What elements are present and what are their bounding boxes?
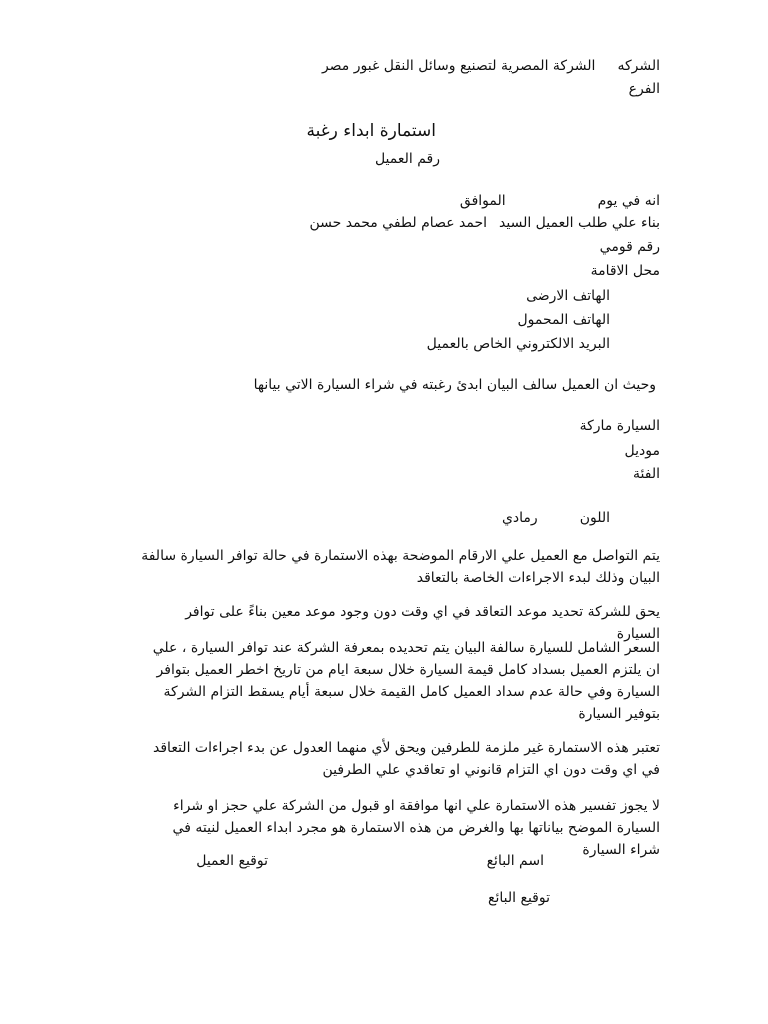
company-name: الشركة المصرية لتصنيع وسائل النقل غبور مصر <box>321 58 596 74</box>
national-id-label: رقم قومي <box>599 239 660 255</box>
car-category-label: الفئة <box>633 466 660 482</box>
seller-name-label: اسم البائع <box>486 853 544 869</box>
company-line <box>322 57 660 75</box>
car-model-label: موديل <box>624 443 660 459</box>
mobile-label: الهاتف المحمول <box>517 312 610 328</box>
clause-3: السعر الشامل للسيارة سالفة البيان يتم تحديده بمعرفة الشركة عند توافر السيارة ، علي ان يلتزم العميل بسداد كامل قيمة السيارة خلال سبعة ايام من تاريخ اخطر العميل بتوافر السيارة وفي حالة عدم سداد العميل كامل القيمة خلال سبعة أيام يسقط التزام الشركة بتوفير السيارة <box>152 640 660 722</box>
date-line <box>460 192 660 210</box>
customer-name: احمد عصام لطفي محمد حسن <box>309 215 487 231</box>
car-color-line <box>502 509 610 527</box>
day-label: انه في يوم <box>597 193 660 209</box>
car-brand-label: السيارة ماركة <box>579 418 660 434</box>
customer-number-label: رقم العميل <box>374 151 440 167</box>
clause-4: تعتبر هذه الاستمارة غير ملزمة للطرفين ويحق لأي منهما العدول عن بدء اجراءات التعاقد في اي وقت دون اي التزام قانوني او تعاقدي علي الطرفين <box>153 740 660 778</box>
intent-statement: وحيث ان العميل سالف البيان ابدئ رغبته في شراء السيارة الاتي بيانها <box>253 377 656 393</box>
form-title: استمارة ابداء رغبة <box>306 121 436 141</box>
residence-label: محل الاقامة <box>590 263 660 279</box>
clause-1: يتم التواصل مع العميل علي الارقام الموضحة بهذه الاستمارة في حالة توافر السيارة سالفة البيان وذلك لبدء الاجراءات الخاصة بالتعاقد <box>141 548 660 586</box>
car-color-value: رمادي <box>501 510 538 526</box>
customer-request-line <box>310 214 661 232</box>
landline-label: الهاتف الارضى <box>526 288 610 304</box>
company-label: الشركه <box>617 58 660 74</box>
clause-5: لا يجوز تفسير هذه الاستمارة علي انها موافقة او قبول من الشركة علي حجز او شراء السيارة الموضح بياناتها بها والغرض من هذه الاستمارة هو مجرد ابداء العميل لنيته في شراء السيارة <box>172 798 660 858</box>
branch-label: الفرع <box>628 81 660 97</box>
customer-request-label: بناء علي طلب العميل السيد <box>499 215 660 231</box>
car-color-label: اللون <box>579 510 610 526</box>
clause-2: يحق للشركة تحديد موعد التعاقد في اي وقت دون وجود موعد معين بناءً على توافر السيارة <box>185 604 660 642</box>
customer-signature-label: توقيع العميل <box>196 853 268 869</box>
email-label: البريد الالكتروني الخاص بالعميل <box>426 336 610 352</box>
matching-date-label: الموافق <box>459 193 506 209</box>
seller-signature-label: توقيع البائع <box>488 890 550 906</box>
